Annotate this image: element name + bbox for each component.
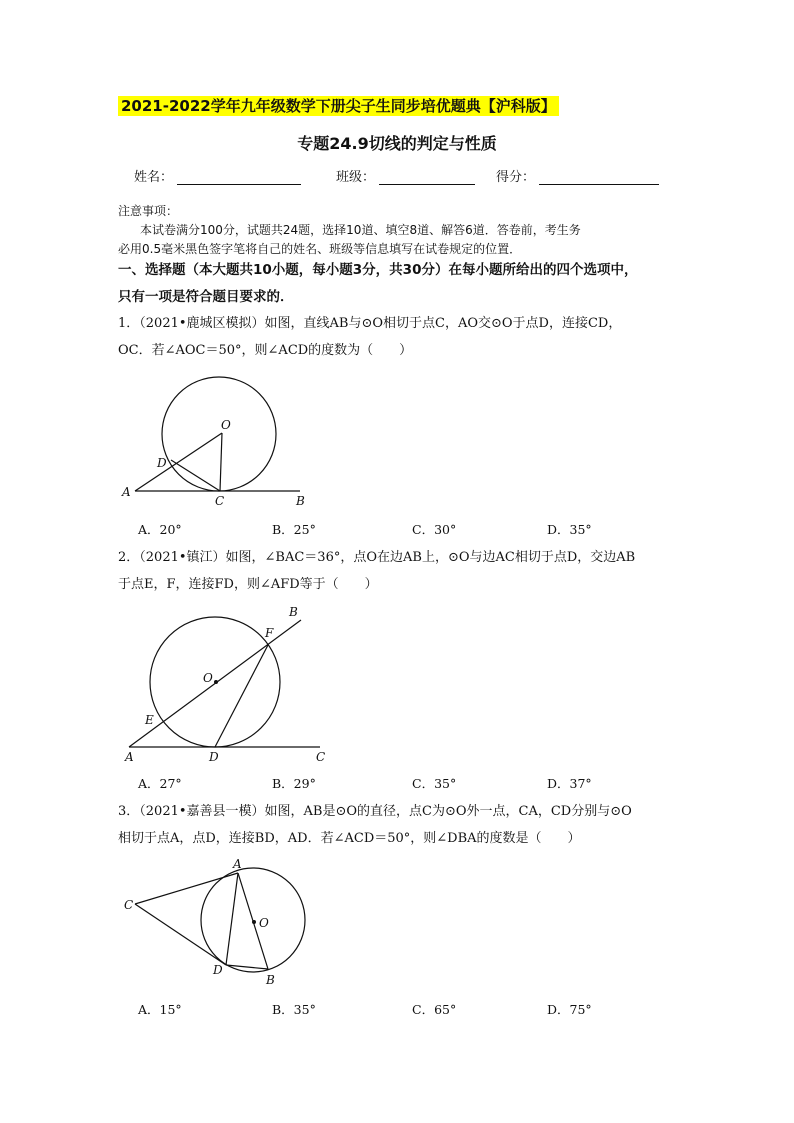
class-field[interactable] [336,166,475,185]
q2-label-c: C [316,750,326,764]
q3-line-ad [226,873,238,965]
q3-line-db [226,965,268,969]
q2-option-d[interactable]: D．37° [547,776,592,791]
q1-option-c[interactable]: C．30° [412,522,457,537]
q3-option-d[interactable]: D．75° [547,1002,592,1017]
q1-label-d: D [157,456,167,470]
q3-label-o: O [259,916,269,930]
q3-option-a[interactable]: A．15° [138,1002,182,1017]
q1-label-o: O [221,418,231,432]
q3-label-c: C [124,898,134,912]
name-field[interactable] [134,166,301,185]
page-title: 专题24.9切线的判定与性质 [297,134,497,153]
q3-center-dot [252,920,256,924]
question-3-line-1: 3．（2021•嘉善县一模）如图，AB是⊙O的直径，点C为⊙O外一点，CA，CD分别与⊙O [118,804,632,819]
q2-label-b: B [289,605,298,619]
question-3-line-2: 相切于点A，点D，连接BD，AD．若∠ACD＝50°，则∠DBA的度数是（ ） [118,831,581,846]
q1-option-d[interactable]: D．35° [547,522,592,537]
q2-center-dot [214,680,218,684]
q1-label-a: A [122,485,131,499]
class-blank[interactable] [379,170,475,185]
q3-line-cd [135,904,226,965]
q3-label-d: D [213,963,223,977]
notice-heading: 注意事项： [118,204,179,218]
q3-label-b: B [266,973,275,987]
q2-option-b[interactable]: B．29° [272,776,316,791]
q1-line-ao [135,433,222,491]
q1-label-b: B [296,494,305,508]
q2-label-a: A [125,750,134,764]
notice-line-2: 必用0.5毫米黑色签字笔将自己的姓名、班级等信息填写在试卷规定的位置． [118,242,522,256]
question-1-line-2: OC．若∠AOC＝50°，则∠ACD的度数为（ ） [118,343,413,358]
q2-label-e: E [145,713,154,727]
q1-label-c: C [215,494,225,508]
question-1-line-1: 1．（2021•鹿城区模拟）如图，直线AB与⊙O相切于点C，AO交⊙O于点D，连接CD， [118,316,622,331]
q3-label-a: A [233,857,242,871]
series-banner: 2021-2022学年九年级数学下册尖子生同步培优题典【沪科版】 [118,96,559,116]
q3-line-ca [135,873,238,904]
question-1-figure [110,375,330,515]
q2-label-d: D [209,750,219,764]
q3-option-c[interactable]: C．65° [412,1002,457,1017]
question-2-figure [115,600,345,770]
q1-option-a[interactable]: A．20° [138,522,182,537]
section-heading-line-2: 只有一项是符合题目要求的． [118,289,294,305]
notice-line-1: 本试卷满分100分，试题共24题，选择10道、填空8道、解答6道．答卷前，考生务 [140,223,581,237]
q2-line-fd [215,645,268,747]
q1-option-b[interactable]: B．25° [272,522,316,537]
q2-option-a[interactable]: A．27° [138,776,182,791]
q1-line-oc [220,433,222,491]
question-2-line-1: 2．（2021•镇江）如图，∠BAC＝36°，点O在边AB上，⊙O与边AC相切于点D，交边AB [118,550,636,565]
question-3-figure [115,852,315,992]
score-field[interactable] [496,166,659,185]
name-label: 姓名： [134,170,174,185]
question-2-line-2: 于点E，F，连接FD，则∠AFD等于（ ） [118,577,378,592]
section-heading-line-1: 一、选择题（本大题共10小题，每小题3分，共30分）在每小题所给出的四个选项中， [118,262,638,278]
class-label: 班级： [336,170,376,185]
q1-circle [162,377,276,491]
name-blank[interactable] [177,170,301,185]
score-label: 得分： [496,170,536,185]
score-blank[interactable] [539,170,659,185]
q3-option-b[interactable]: B．35° [272,1002,316,1017]
q2-label-f: F [265,626,274,640]
q2-option-c[interactable]: C．35° [412,776,457,791]
q2-label-o: O [203,671,213,685]
